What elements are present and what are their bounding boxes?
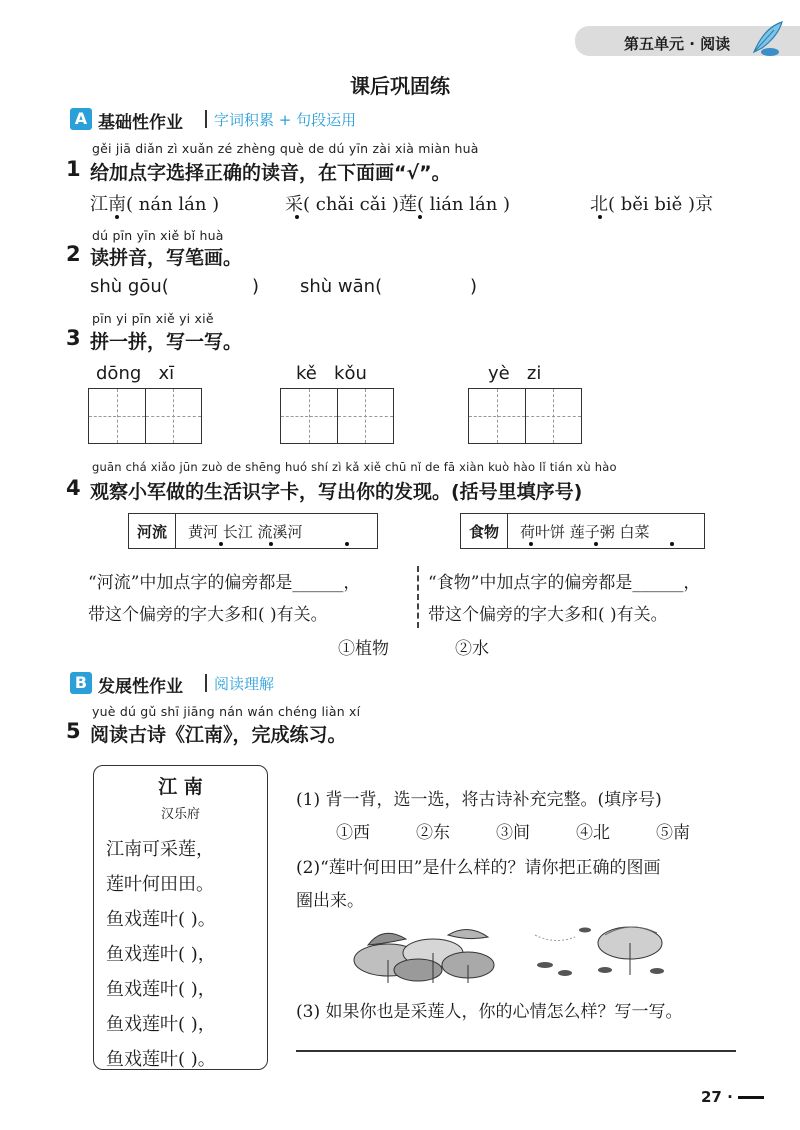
page-title: 课后巩固练	[350, 74, 450, 98]
word-card-food	[460, 513, 705, 549]
q5-part-1: (1) 背一背，选一选，将古诗补充完整。(填序号)	[296, 790, 662, 810]
unit-tab-label: 第五单元 · 阅读	[624, 35, 731, 53]
q4-number: 4	[66, 476, 81, 500]
poem-title: 江 南	[158, 776, 203, 798]
writing-grid-3[interactable]	[468, 388, 582, 444]
poem-line: 鱼戏莲叶( )，	[106, 979, 216, 1000]
q5-option: ③间	[496, 823, 530, 843]
q3-word-1-pinyin: dōng xī	[96, 363, 175, 384]
q1-text: 给加点字选择正确的读音，在下面画“√”。	[90, 162, 451, 184]
emphasis-dot	[529, 542, 533, 546]
q5-part-2-line-1: (2)“莲叶何田田”是什么样的？请你把正确的图画	[296, 858, 661, 878]
poem-line: 鱼戏莲叶( )，	[106, 944, 216, 965]
emphasis-dot	[418, 215, 422, 219]
q3-number: 3	[66, 326, 81, 350]
q4-left-line-2: 带这个偏旁的字大多和( )有关。	[88, 605, 328, 625]
q2-text: 读拼音，写笔画。	[90, 247, 243, 269]
divider	[205, 110, 207, 128]
divider	[205, 674, 207, 692]
q5-text: 阅读古诗《江南》，完成练习。	[90, 724, 347, 746]
q3-pinyin: pīn yi pīn xiě yi xiě	[92, 311, 214, 326]
q5-part-2-line-2: 圈出来。	[296, 891, 364, 911]
poem-line: 鱼戏莲叶( )，	[106, 1014, 216, 1035]
q5-option: ④北	[576, 823, 610, 843]
section-b-subtitle: 阅读理解	[214, 675, 275, 693]
q1-pinyin: gěi jiā diǎn zì xuǎn zé zhèng què de dú yīn zài xià miàn huà	[92, 141, 479, 156]
q1-number: 1	[66, 157, 81, 181]
card-head: 食物	[461, 514, 508, 548]
q4-right-line-2: 带这个偏旁的字大多和( )有关。	[428, 605, 668, 625]
poem-line: 莲叶何田田。	[106, 874, 214, 895]
q1-item-2: 采( chǎi cǎi )莲( lián lán )	[285, 194, 511, 215]
q5-option: ②东	[416, 823, 450, 843]
q5-number: 5	[66, 719, 81, 743]
q3-word-3-pinyin: yè zi	[488, 363, 542, 384]
q2-item-1-close: )	[252, 276, 260, 297]
feather-pen-icon	[748, 18, 788, 58]
q1-item-1: 江南( nán lán )	[90, 194, 220, 215]
q5-pinyin: yuè dú gǔ shī jiāng nán wán chéng liàn xí	[92, 704, 361, 719]
poem-line: 江南可采莲，	[106, 839, 214, 860]
q4-left-line-1: “河流”中加点字的偏旁都是______，	[88, 573, 361, 593]
emphasis-dot	[598, 215, 602, 219]
q4-right-line-1: “食物”中加点字的偏旁都是______，	[428, 573, 701, 593]
emphasis-dot	[295, 215, 299, 219]
emphasis-dot	[345, 542, 349, 546]
q5-option: ①西	[336, 823, 370, 843]
q4-option-1: ①植物	[338, 639, 389, 659]
card-words: 荷叶饼 莲子粥 白菜	[520, 522, 650, 541]
q4-text: 观察小军做的生活识字卡，写出你的发现。(括号里填序号)	[90, 481, 583, 503]
q3-word-2-pinyin: kě kǒu	[296, 363, 367, 384]
q5-option: ⑤南	[656, 823, 690, 843]
answer-line[interactable]	[296, 1050, 736, 1052]
section-a-title: 基础性作业	[98, 113, 183, 133]
emphasis-dot	[115, 215, 119, 219]
q4-pinyin: guān chá xiǎo jūn zuò de shēng huó shí zì kǎ xiě chū nǐ de fā xiàn kuò hào lǐ tián xù hào	[92, 460, 617, 474]
lotus-leaf-picture-sparse[interactable]	[525, 915, 675, 985]
poem-line: 鱼戏莲叶( )。	[106, 1049, 216, 1070]
card-words: 黄河 长江 流溪河	[188, 522, 303, 541]
column-divider	[417, 566, 419, 628]
q2-pinyin: dú pīn yīn xiě bǐ huà	[92, 228, 224, 243]
writing-grid-2[interactable]	[280, 388, 394, 444]
card-head: 河流	[129, 514, 176, 548]
emphasis-dot	[269, 542, 273, 546]
section-b-badge: B	[70, 672, 92, 694]
q2-item-2: shù wān(	[300, 276, 383, 297]
page-number: 27 ·	[701, 1088, 764, 1106]
section-a-badge: A	[70, 108, 92, 130]
poem-line: 鱼戏莲叶( )。	[106, 909, 216, 930]
emphasis-dot	[670, 542, 674, 546]
q2-item-1: shù gōu(	[90, 276, 169, 297]
q2-item-2-close: )	[470, 276, 478, 297]
poem-dynasty: 汉乐府	[160, 807, 200, 822]
q5-part-3: (3) 如果你也是采莲人，你的心情怎么样？写一写。	[296, 1002, 683, 1022]
word-card-rivers	[128, 513, 378, 549]
emphasis-dot	[594, 542, 598, 546]
lotus-leaves-picture-dense[interactable]	[348, 915, 498, 985]
section-a-subtitle: 字词积累 + 句段运用	[214, 111, 357, 129]
q4-option-2: ②水	[455, 639, 489, 659]
writing-grid-1[interactable]	[88, 388, 202, 444]
emphasis-dot	[219, 542, 223, 546]
q2-number: 2	[66, 242, 81, 266]
section-b-title: 发展性作业	[98, 677, 183, 697]
q1-item-3: 北( běi biě )京	[590, 194, 714, 215]
q3-text: 拼一拼，写一写。	[90, 331, 243, 353]
